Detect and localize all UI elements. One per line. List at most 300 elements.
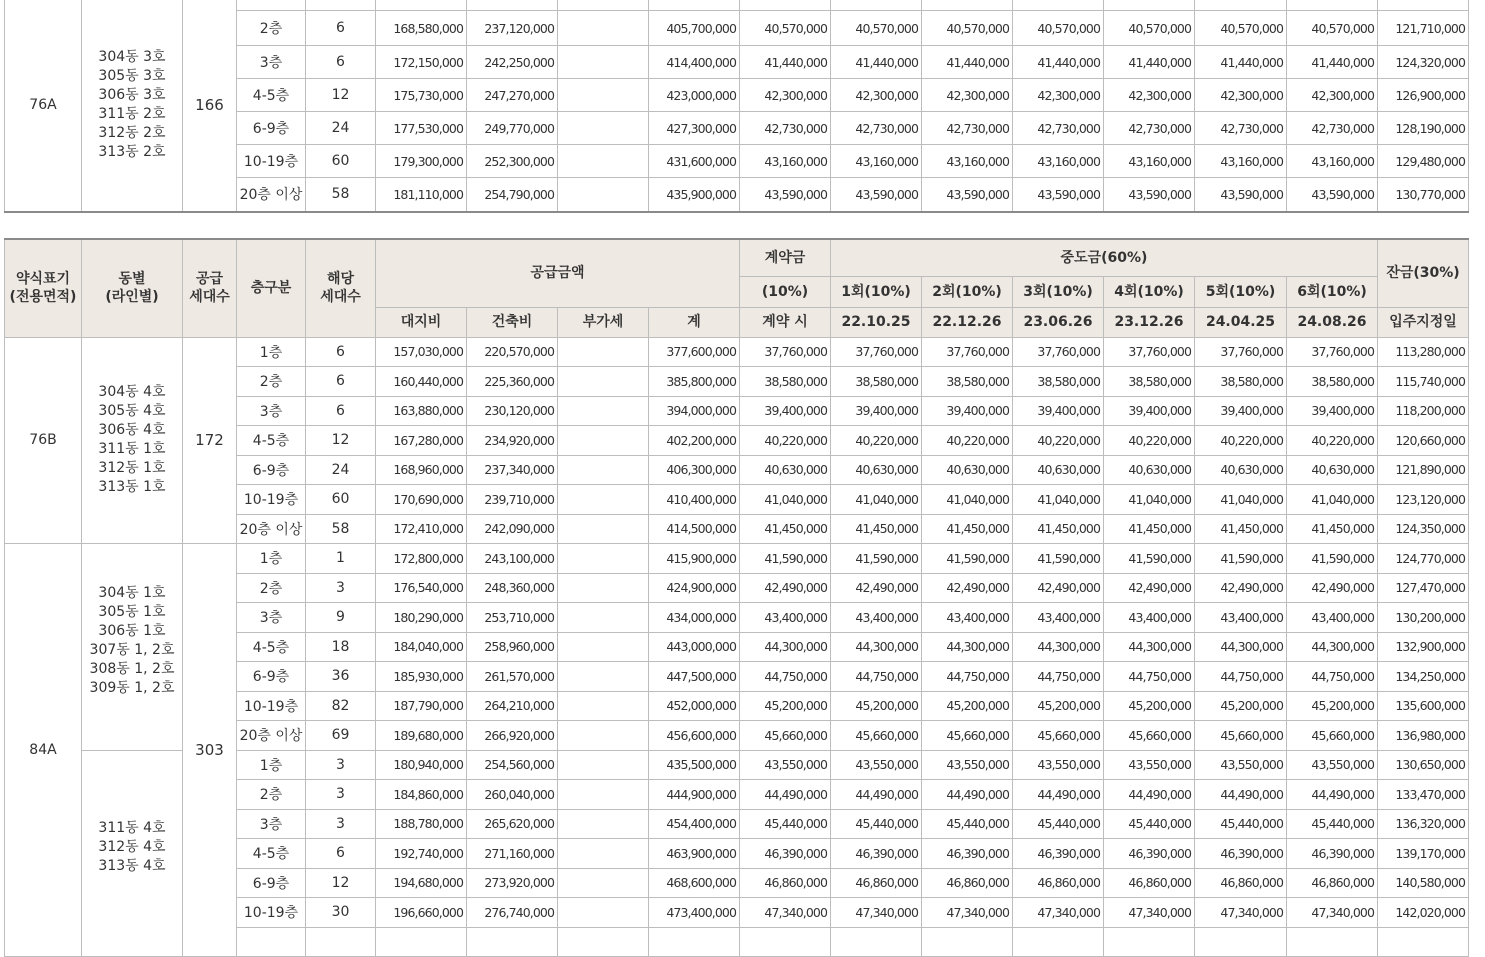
installment-6-cell: 44,750,000 bbox=[1287, 662, 1378, 692]
installment-1-cell: 44,490,000 bbox=[831, 780, 922, 810]
total-price-cell: 473,400,000 bbox=[649, 898, 740, 928]
installment-3-cell bbox=[1013, 0, 1104, 11]
land-price-cell: 189,680,000 bbox=[376, 721, 467, 751]
installment-6-cell bbox=[1287, 0, 1378, 11]
col-header-supply: 공급 세대수 bbox=[183, 239, 237, 337]
balance-payment-cell: 130,650,000 bbox=[1378, 750, 1469, 780]
unit-count-cell: 24 bbox=[306, 455, 376, 485]
installment-6-cell: 43,550,000 bbox=[1287, 750, 1378, 780]
balance-payment-cell: 134,250,000 bbox=[1378, 662, 1469, 692]
col-header-balance-when: 입주지정일 bbox=[1378, 307, 1469, 337]
installment-3-cell: 45,200,000 bbox=[1013, 691, 1104, 721]
installment-6-cell: 40,630,000 bbox=[1287, 455, 1378, 485]
installment-1-cell: 40,630,000 bbox=[831, 455, 922, 485]
contract-payment-cell: 40,630,000 bbox=[740, 455, 831, 485]
vat-cell bbox=[558, 809, 649, 839]
build-price-cell: 271,160,000 bbox=[467, 839, 558, 869]
installment-2-cell: 45,660,000 bbox=[922, 721, 1013, 751]
installment-5-cell: 41,040,000 bbox=[1195, 485, 1287, 515]
build-price-cell: 243,100,000 bbox=[467, 544, 558, 574]
installment-2-cell: 45,200,000 bbox=[922, 691, 1013, 721]
floor-cell: 6-9층 bbox=[237, 112, 306, 145]
build-price-cell: 254,560,000 bbox=[467, 750, 558, 780]
installment-5-cell: 43,160,000 bbox=[1195, 145, 1287, 178]
installment-3-cell: 47,340,000 bbox=[1013, 898, 1104, 928]
installment-4-cell: 46,860,000 bbox=[1104, 868, 1195, 898]
contract-payment-cell: 45,660,000 bbox=[740, 721, 831, 751]
vat-cell bbox=[558, 112, 649, 145]
installment-3-cell: 45,440,000 bbox=[1013, 809, 1104, 839]
installment-4-cell: 39,400,000 bbox=[1104, 396, 1195, 426]
balance-payment-cell: 115,740,000 bbox=[1378, 367, 1469, 397]
balance-payment-cell: 139,170,000 bbox=[1378, 839, 1469, 869]
installment-1-cell: 44,750,000 bbox=[831, 662, 922, 692]
land-price-cell: 157,030,000 bbox=[376, 337, 467, 367]
floor-cell bbox=[237, 0, 306, 11]
floor-cell: 1층 bbox=[237, 337, 306, 367]
total-price-cell: 463,900,000 bbox=[649, 839, 740, 869]
total-price-cell: 452,000,000 bbox=[649, 691, 740, 721]
build-price-cell: 230,120,000 bbox=[467, 396, 558, 426]
installment-5-cell: 46,860,000 bbox=[1195, 868, 1287, 898]
installment-1-cell: 39,400,000 bbox=[831, 396, 922, 426]
installment-3-cell: 43,590,000 bbox=[1013, 178, 1104, 212]
build-price-cell: 225,360,000 bbox=[467, 367, 558, 397]
vat-cell bbox=[558, 0, 649, 11]
vat-cell bbox=[558, 367, 649, 397]
vat-cell bbox=[558, 396, 649, 426]
land-price-cell bbox=[376, 927, 467, 957]
total-price-cell: 414,500,000 bbox=[649, 514, 740, 544]
floor-cell: 20층 이상 bbox=[237, 514, 306, 544]
installment-5-cell: 44,300,000 bbox=[1195, 632, 1287, 662]
installment-6-cell bbox=[1287, 927, 1378, 957]
installment-5-cell: 45,200,000 bbox=[1195, 691, 1287, 721]
unit-count-cell: 6 bbox=[306, 839, 376, 869]
build-price-cell: 249,770,000 bbox=[467, 112, 558, 145]
installment-2-cell: 44,490,000 bbox=[922, 780, 1013, 810]
total-price-cell: 435,500,000 bbox=[649, 750, 740, 780]
unit-count-cell: 24 bbox=[306, 112, 376, 145]
balance-payment-cell: 124,350,000 bbox=[1378, 514, 1469, 544]
vat-cell bbox=[558, 691, 649, 721]
vat-cell bbox=[558, 145, 649, 178]
dong-list-cell: 304동 4호 305동 4호 306동 4호 311동 1호 312동 1호 313동 1호 bbox=[82, 337, 183, 544]
contract-payment-cell: 39,400,000 bbox=[740, 396, 831, 426]
land-price-cell: 177,530,000 bbox=[376, 112, 467, 145]
vat-cell bbox=[558, 514, 649, 544]
installment-5-cell: 44,490,000 bbox=[1195, 780, 1287, 810]
floor-cell: 3층 bbox=[237, 396, 306, 426]
installment-2-cell: 41,450,000 bbox=[922, 514, 1013, 544]
unit-count-cell: 58 bbox=[306, 178, 376, 212]
balance-payment-cell: 124,770,000 bbox=[1378, 544, 1469, 574]
installment-1-cell: 41,590,000 bbox=[831, 544, 922, 574]
balance-payment-cell bbox=[1378, 927, 1469, 957]
land-price-cell: 196,660,000 bbox=[376, 898, 467, 928]
contract-payment-cell: 43,550,000 bbox=[740, 750, 831, 780]
vat-cell bbox=[558, 721, 649, 751]
col-header-land: 대지비 bbox=[376, 307, 467, 337]
contract-payment-cell: 41,590,000 bbox=[740, 544, 831, 574]
total-price-cell: 434,000,000 bbox=[649, 603, 740, 633]
floor-cell: 20층 이상 bbox=[237, 178, 306, 212]
installment-6-cell: 41,040,000 bbox=[1287, 485, 1378, 515]
land-price-cell: 188,780,000 bbox=[376, 809, 467, 839]
land-price-cell: 168,580,000 bbox=[376, 11, 467, 46]
contract-payment-cell: 43,590,000 bbox=[740, 178, 831, 212]
installment-5-cell: 43,590,000 bbox=[1195, 178, 1287, 212]
installment-3-cell: 43,400,000 bbox=[1013, 603, 1104, 633]
balance-payment-cell: 136,980,000 bbox=[1378, 721, 1469, 751]
total-price-cell: 377,600,000 bbox=[649, 337, 740, 367]
col-header-price-group: 공급금액 bbox=[376, 239, 740, 307]
build-price-cell: 220,570,000 bbox=[467, 337, 558, 367]
land-price-cell: 192,740,000 bbox=[376, 839, 467, 869]
build-price-cell: 237,340,000 bbox=[467, 455, 558, 485]
contract-payment-cell: 45,200,000 bbox=[740, 691, 831, 721]
contract-payment-cell: 44,300,000 bbox=[740, 632, 831, 662]
installment-3-cell: 38,580,000 bbox=[1013, 367, 1104, 397]
build-price-cell: 234,920,000 bbox=[467, 426, 558, 456]
land-price-cell: 172,150,000 bbox=[376, 46, 467, 79]
balance-payment-cell: 133,470,000 bbox=[1378, 780, 1469, 810]
installment-3-cell: 43,550,000 bbox=[1013, 750, 1104, 780]
col-header-contract-pct: (10%) bbox=[740, 276, 831, 307]
installment-1-cell: 42,490,000 bbox=[831, 573, 922, 603]
land-price-cell: 170,690,000 bbox=[376, 485, 467, 515]
vat-cell bbox=[558, 11, 649, 46]
col-header-type: 약식표기 (전용면적) bbox=[5, 239, 82, 337]
col-header-contract-when: 계약 시 bbox=[740, 307, 831, 337]
installment-4-cell: 44,490,000 bbox=[1104, 780, 1195, 810]
installment-1-cell: 38,580,000 bbox=[831, 367, 922, 397]
balance-payment-cell: 127,470,000 bbox=[1378, 573, 1469, 603]
installment-1-cell: 41,440,000 bbox=[831, 46, 922, 79]
floor-cell: 6-9층 bbox=[237, 662, 306, 692]
total-price-cell: 456,600,000 bbox=[649, 721, 740, 751]
installment-6-cell: 45,440,000 bbox=[1287, 809, 1378, 839]
installment-4-cell: 44,750,000 bbox=[1104, 662, 1195, 692]
installment-4-cell: 40,220,000 bbox=[1104, 426, 1195, 456]
col-header-installment: 6회(10%) bbox=[1287, 276, 1378, 307]
build-price-cell: 264,210,000 bbox=[467, 691, 558, 721]
unit-count-cell: 30 bbox=[306, 898, 376, 928]
unit-count-cell: 60 bbox=[306, 485, 376, 515]
balance-payment-cell: 129,480,000 bbox=[1378, 145, 1469, 178]
col-header-installment: 3회(10%) bbox=[1013, 276, 1104, 307]
installment-6-cell: 42,490,000 bbox=[1287, 573, 1378, 603]
installment-5-cell: 38,580,000 bbox=[1195, 367, 1287, 397]
type-cell: 76B bbox=[5, 337, 82, 544]
unit-count-cell: 58 bbox=[306, 514, 376, 544]
installment-4-cell bbox=[1104, 0, 1195, 11]
build-price-cell: 252,300,000 bbox=[467, 145, 558, 178]
build-price-cell: 265,620,000 bbox=[467, 809, 558, 839]
unit-count-cell bbox=[306, 0, 376, 11]
col-header-installment: 1회(10%) bbox=[831, 276, 922, 307]
installment-4-cell: 47,340,000 bbox=[1104, 898, 1195, 928]
installment-2-cell: 44,750,000 bbox=[922, 662, 1013, 692]
price-table-76a bbox=[4, 0, 1469, 213]
unit-count-cell: 3 bbox=[306, 573, 376, 603]
build-price-cell: 260,040,000 bbox=[467, 780, 558, 810]
balance-payment-cell: 123,120,000 bbox=[1378, 485, 1469, 515]
unit-count-cell bbox=[306, 927, 376, 957]
installment-1-cell: 47,340,000 bbox=[831, 898, 922, 928]
unit-count-cell: 60 bbox=[306, 145, 376, 178]
build-price-cell: 276,740,000 bbox=[467, 898, 558, 928]
col-header-count: 해당 세대수 bbox=[306, 239, 376, 337]
floor-cell: 6-9층 bbox=[237, 455, 306, 485]
installment-3-cell: 45,660,000 bbox=[1013, 721, 1104, 751]
installment-1-cell: 41,040,000 bbox=[831, 485, 922, 515]
build-price-cell: 237,120,000 bbox=[467, 11, 558, 46]
total-price-cell: 410,400,000 bbox=[649, 485, 740, 515]
type-cell: 84A bbox=[5, 544, 82, 957]
installment-3-cell: 41,440,000 bbox=[1013, 46, 1104, 79]
installment-5-cell: 41,450,000 bbox=[1195, 514, 1287, 544]
unit-count-cell: 6 bbox=[306, 337, 376, 367]
installment-4-cell: 43,590,000 bbox=[1104, 178, 1195, 212]
installment-2-cell: 41,040,000 bbox=[922, 485, 1013, 515]
vat-cell bbox=[558, 426, 649, 456]
col-header-installment: 2회(10%) bbox=[922, 276, 1013, 307]
balance-payment-cell: 126,900,000 bbox=[1378, 79, 1469, 112]
installment-6-cell: 43,590,000 bbox=[1287, 178, 1378, 212]
balance-payment-cell: 121,710,000 bbox=[1378, 11, 1469, 46]
balance-payment-cell: 128,190,000 bbox=[1378, 112, 1469, 145]
installment-6-cell: 46,390,000 bbox=[1287, 839, 1378, 869]
build-price-cell: 247,270,000 bbox=[467, 79, 558, 112]
installment-1-cell: 44,300,000 bbox=[831, 632, 922, 662]
installment-6-cell: 37,760,000 bbox=[1287, 337, 1378, 367]
installment-3-cell bbox=[1013, 927, 1104, 957]
installment-6-cell: 41,440,000 bbox=[1287, 46, 1378, 79]
land-price-cell: 175,730,000 bbox=[376, 79, 467, 112]
vat-cell bbox=[558, 544, 649, 574]
installment-2-cell: 46,390,000 bbox=[922, 839, 1013, 869]
installment-5-cell: 42,730,000 bbox=[1195, 112, 1287, 145]
balance-payment-cell: 120,660,000 bbox=[1378, 426, 1469, 456]
installment-3-cell: 42,300,000 bbox=[1013, 79, 1104, 112]
unit-count-cell: 6 bbox=[306, 396, 376, 426]
installment-2-cell: 43,400,000 bbox=[922, 603, 1013, 633]
total-price-cell: 443,000,000 bbox=[649, 632, 740, 662]
installment-1-cell: 42,730,000 bbox=[831, 112, 922, 145]
contract-payment-cell bbox=[740, 0, 831, 11]
installment-3-cell: 40,220,000 bbox=[1013, 426, 1104, 456]
build-price-cell: 258,960,000 bbox=[467, 632, 558, 662]
total-price-cell: 402,200,000 bbox=[649, 426, 740, 456]
floor-cell: 20층 이상 bbox=[237, 721, 306, 751]
floor-cell: 2층 bbox=[237, 780, 306, 810]
installment-1-cell: 37,760,000 bbox=[831, 337, 922, 367]
installment-5-cell: 40,630,000 bbox=[1195, 455, 1287, 485]
balance-payment-cell: 135,600,000 bbox=[1378, 691, 1469, 721]
installment-4-cell: 37,760,000 bbox=[1104, 337, 1195, 367]
contract-payment-cell: 46,390,000 bbox=[740, 839, 831, 869]
contract-payment-cell: 41,450,000 bbox=[740, 514, 831, 544]
installment-5-cell: 41,590,000 bbox=[1195, 544, 1287, 574]
vat-cell bbox=[558, 178, 649, 212]
installment-2-cell: 37,760,000 bbox=[922, 337, 1013, 367]
installment-2-cell: 39,400,000 bbox=[922, 396, 1013, 426]
installment-3-cell: 44,300,000 bbox=[1013, 632, 1104, 662]
land-price-cell: 167,280,000 bbox=[376, 426, 467, 456]
build-price-cell: 266,920,000 bbox=[467, 721, 558, 751]
vat-cell bbox=[558, 79, 649, 112]
col-header-floor: 층구분 bbox=[237, 239, 306, 337]
installment-2-cell bbox=[922, 927, 1013, 957]
vat-cell bbox=[558, 46, 649, 79]
total-price-cell: 385,800,000 bbox=[649, 367, 740, 397]
land-price-cell: 187,790,000 bbox=[376, 691, 467, 721]
installment-5-cell: 42,490,000 bbox=[1195, 573, 1287, 603]
total-price-cell: 406,300,000 bbox=[649, 455, 740, 485]
installment-1-cell: 43,590,000 bbox=[831, 178, 922, 212]
installment-4-cell: 43,400,000 bbox=[1104, 603, 1195, 633]
dong-list-cell: 304동 1호 305동 1호 306동 1호 307동 1, 2호 308동 1, 2호 309동 1, 2호 bbox=[82, 544, 183, 751]
installment-2-cell: 42,300,000 bbox=[922, 79, 1013, 112]
installment-3-cell: 40,630,000 bbox=[1013, 455, 1104, 485]
unit-count-cell: 9 bbox=[306, 603, 376, 633]
vat-cell bbox=[558, 603, 649, 633]
floor-cell bbox=[237, 927, 306, 957]
col-header-installment: 4회(10%) bbox=[1104, 276, 1195, 307]
build-price-cell: 253,710,000 bbox=[467, 603, 558, 633]
floor-cell: 2층 bbox=[237, 11, 306, 46]
land-price-cell: 181,110,000 bbox=[376, 178, 467, 212]
unit-count-cell: 6 bbox=[306, 46, 376, 79]
build-price-cell: 248,360,000 bbox=[467, 573, 558, 603]
floor-cell: 2층 bbox=[237, 367, 306, 397]
installment-1-cell: 41,450,000 bbox=[831, 514, 922, 544]
installment-2-cell: 43,550,000 bbox=[922, 750, 1013, 780]
installment-4-cell: 42,300,000 bbox=[1104, 79, 1195, 112]
table-row bbox=[5, 337, 1469, 367]
installment-5-cell: 41,440,000 bbox=[1195, 46, 1287, 79]
land-price-cell: 184,040,000 bbox=[376, 632, 467, 662]
col-header-vat: 부가세 bbox=[558, 307, 649, 337]
balance-payment-cell bbox=[1378, 0, 1469, 11]
total-price-cell: 424,900,000 bbox=[649, 573, 740, 603]
unit-count-cell: 3 bbox=[306, 750, 376, 780]
total-price-cell: 394,000,000 bbox=[649, 396, 740, 426]
col-header-installment-date: 22.12.26 bbox=[922, 307, 1013, 337]
unit-count-cell: 82 bbox=[306, 691, 376, 721]
installment-3-cell: 42,490,000 bbox=[1013, 573, 1104, 603]
col-header-installment-date: 23.06.26 bbox=[1013, 307, 1104, 337]
installment-3-cell: 41,590,000 bbox=[1013, 544, 1104, 574]
installment-1-cell: 45,200,000 bbox=[831, 691, 922, 721]
vat-cell bbox=[558, 927, 649, 957]
floor-cell: 3층 bbox=[237, 46, 306, 79]
total-price-cell: 468,600,000 bbox=[649, 868, 740, 898]
unit-count-cell: 12 bbox=[306, 868, 376, 898]
contract-payment-cell: 46,860,000 bbox=[740, 868, 831, 898]
installment-3-cell: 46,390,000 bbox=[1013, 839, 1104, 869]
installment-6-cell: 44,300,000 bbox=[1287, 632, 1378, 662]
supply-total-cell: 303 bbox=[183, 544, 237, 957]
land-price-cell: 184,860,000 bbox=[376, 780, 467, 810]
col-header-installment-date: 24.08.26 bbox=[1287, 307, 1378, 337]
installment-2-cell: 46,860,000 bbox=[922, 868, 1013, 898]
unit-count-cell: 6 bbox=[306, 11, 376, 46]
balance-payment-cell: 124,320,000 bbox=[1378, 46, 1469, 79]
land-price-cell: 172,410,000 bbox=[376, 514, 467, 544]
type-cell: 76A bbox=[5, 0, 82, 212]
col-header-build: 건축비 bbox=[467, 307, 558, 337]
contract-payment-cell: 38,580,000 bbox=[740, 367, 831, 397]
balance-payment-cell: 130,200,000 bbox=[1378, 603, 1469, 633]
installment-4-cell: 41,440,000 bbox=[1104, 46, 1195, 79]
installment-3-cell: 42,730,000 bbox=[1013, 112, 1104, 145]
col-header-installment-date: 24.04.25 bbox=[1195, 307, 1287, 337]
col-header-contract: 계약금 bbox=[740, 239, 831, 276]
installment-6-cell: 41,590,000 bbox=[1287, 544, 1378, 574]
vat-cell bbox=[558, 337, 649, 367]
installment-3-cell: 43,160,000 bbox=[1013, 145, 1104, 178]
installment-4-cell: 40,570,000 bbox=[1104, 11, 1195, 46]
installment-6-cell: 39,400,000 bbox=[1287, 396, 1378, 426]
installment-5-cell: 46,390,000 bbox=[1195, 839, 1287, 869]
installment-6-cell: 44,490,000 bbox=[1287, 780, 1378, 810]
vat-cell bbox=[558, 485, 649, 515]
floor-cell: 1층 bbox=[237, 544, 306, 574]
installment-3-cell: 41,450,000 bbox=[1013, 514, 1104, 544]
total-price-cell: 415,900,000 bbox=[649, 544, 740, 574]
supply-total-cell: 172 bbox=[183, 337, 237, 544]
floor-cell: 4-5층 bbox=[237, 839, 306, 869]
installment-2-cell: 38,580,000 bbox=[922, 367, 1013, 397]
installment-4-cell: 45,440,000 bbox=[1104, 809, 1195, 839]
balance-payment-cell: 130,770,000 bbox=[1378, 178, 1469, 212]
installment-2-cell: 40,220,000 bbox=[922, 426, 1013, 456]
vat-cell bbox=[558, 632, 649, 662]
installment-5-cell: 40,220,000 bbox=[1195, 426, 1287, 456]
installment-4-cell: 43,160,000 bbox=[1104, 145, 1195, 178]
unit-count-cell: 3 bbox=[306, 780, 376, 810]
installment-6-cell: 46,860,000 bbox=[1287, 868, 1378, 898]
build-price-cell: 261,570,000 bbox=[467, 662, 558, 692]
installment-3-cell: 41,040,000 bbox=[1013, 485, 1104, 515]
build-price-cell: 242,250,000 bbox=[467, 46, 558, 79]
installment-6-cell: 45,660,000 bbox=[1287, 721, 1378, 751]
unit-count-cell: 69 bbox=[306, 721, 376, 751]
installment-4-cell: 41,040,000 bbox=[1104, 485, 1195, 515]
unit-count-cell: 36 bbox=[306, 662, 376, 692]
installment-1-cell: 45,440,000 bbox=[831, 809, 922, 839]
installment-4-cell: 44,300,000 bbox=[1104, 632, 1195, 662]
contract-payment-cell: 44,750,000 bbox=[740, 662, 831, 692]
col-header-sum: 계 bbox=[649, 307, 740, 337]
contract-payment-cell: 42,300,000 bbox=[740, 79, 831, 112]
installment-1-cell bbox=[831, 927, 922, 957]
build-price-cell: 254,790,000 bbox=[467, 178, 558, 212]
installment-6-cell: 40,220,000 bbox=[1287, 426, 1378, 456]
installment-5-cell: 39,400,000 bbox=[1195, 396, 1287, 426]
build-price-cell bbox=[467, 0, 558, 11]
floor-cell: 4-5층 bbox=[237, 632, 306, 662]
land-price-cell: 172,800,000 bbox=[376, 544, 467, 574]
unit-count-cell: 6 bbox=[306, 367, 376, 397]
unit-count-cell: 1 bbox=[306, 544, 376, 574]
vat-cell bbox=[558, 780, 649, 810]
installment-2-cell: 47,340,000 bbox=[922, 898, 1013, 928]
installment-2-cell: 45,440,000 bbox=[922, 809, 1013, 839]
land-price-cell: 179,300,000 bbox=[376, 145, 467, 178]
